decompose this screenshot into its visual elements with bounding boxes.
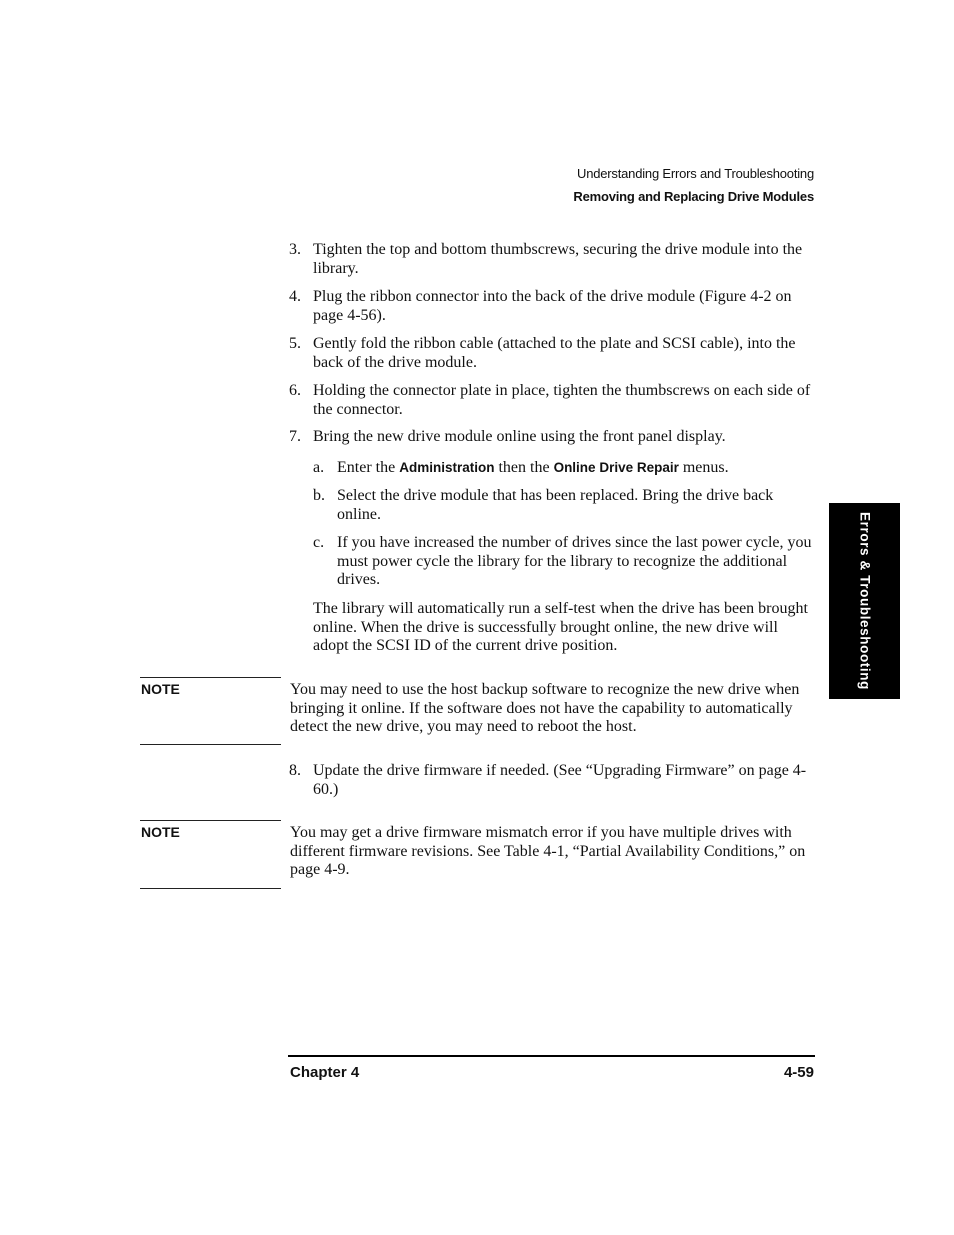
chapter-thumb-tab-label: Errors & Troubleshooting bbox=[857, 512, 872, 690]
step-number: 5. bbox=[289, 335, 301, 352]
substep-item bbox=[313, 487, 814, 524]
substep-text: Select the drive module that has been replaced. Bring the drive back online. bbox=[337, 487, 774, 523]
step-item bbox=[289, 762, 814, 799]
substep-letter: c. bbox=[313, 534, 325, 551]
step-item bbox=[289, 428, 814, 447]
footer-rule bbox=[288, 1055, 815, 1057]
step-item bbox=[289, 335, 814, 372]
substep-item bbox=[313, 534, 814, 590]
step-number: 6. bbox=[289, 382, 301, 399]
note-top-rule bbox=[140, 820, 281, 821]
note-top-rule bbox=[140, 677, 281, 678]
step-number: 7. bbox=[289, 428, 301, 445]
running-header-chapter: Understanding Errors and Troubleshooting bbox=[577, 166, 814, 181]
note-text: You may get a drive firmware mismatch error if you have multiple drives with different firmware revisions. See Table 4-1, “Partial Availability Conditions,” on page 4-9. bbox=[290, 824, 806, 879]
step-text: Bring the new drive module online using the front panel display. bbox=[313, 428, 726, 445]
step-text: Update the drive firmware if needed. (See “Upgrading Firmware” on page 4-60.) bbox=[313, 762, 807, 798]
note-bottom-rule bbox=[140, 744, 281, 745]
step-text: Plug the ribbon connector into the back of the drive module (Figure 4-2 on page 4-56). bbox=[313, 288, 792, 324]
substep-letter: a. bbox=[313, 459, 325, 476]
substep-item bbox=[313, 459, 814, 478]
step-text: Tighten the top and bottom thumbscrews, securing the drive module into the library. bbox=[313, 241, 803, 277]
footer-chapter: Chapter 4 bbox=[290, 1064, 360, 1081]
note-label: NOTE bbox=[141, 824, 180, 840]
menu-name-online-drive-repair: Online Drive Repair bbox=[553, 460, 679, 475]
step-text: Gently fold the ribbon cable (attached to the plate and SCSI cable), into the back of the drive module. bbox=[313, 335, 796, 371]
step-item bbox=[289, 241, 814, 278]
substep-letter: b. bbox=[313, 487, 325, 504]
step-item bbox=[289, 288, 814, 325]
step-number: 4. bbox=[289, 288, 301, 305]
step-number: 8. bbox=[289, 762, 301, 779]
step-number: 3. bbox=[289, 241, 301, 258]
footer-page-number: 4-59 bbox=[783, 1064, 814, 1081]
substep-text: If you have increased the number of drives since the last power cycle, you must power cycle the library for the library to recognize the additional drives. bbox=[337, 534, 812, 589]
substep-text: Enter the Administration then the Online Drive Repair menus. bbox=[337, 459, 729, 476]
step7-followup-paragraph: The library will automatically run a self-test when the drive has been brought online. When the drive is successfully brought online, the new drive will adopt the SCSI ID of the current drive position. bbox=[313, 600, 808, 655]
chapter-thumb-tab bbox=[829, 503, 900, 699]
note-text: You may need to use the host backup software to recognize the new drive when bringing it online. If the software does not have the capability to automatically detect the new drive, you may need to reboot the host. bbox=[290, 681, 800, 736]
note-label: NOTE bbox=[141, 681, 180, 697]
step-item bbox=[289, 382, 814, 419]
note-bottom-rule bbox=[140, 888, 281, 889]
running-header-section: Removing and Replacing Drive Modules bbox=[573, 189, 814, 204]
menu-name-administration: Administration bbox=[399, 460, 495, 475]
step-text: Holding the connector plate in place, tighten the thumbscrews on each side of the connector. bbox=[313, 382, 811, 418]
